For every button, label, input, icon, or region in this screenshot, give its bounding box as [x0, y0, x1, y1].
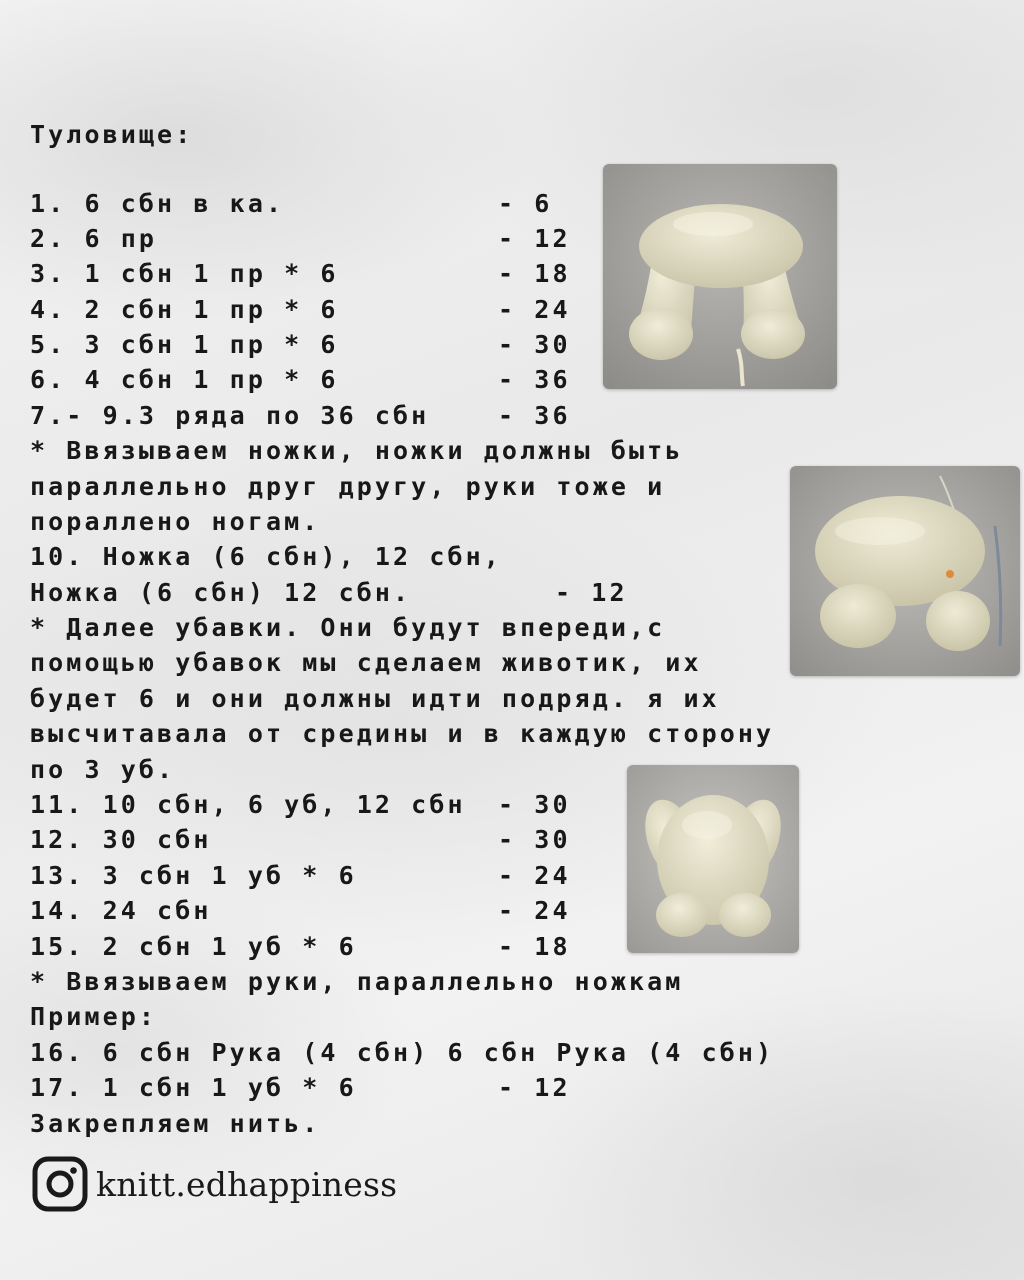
note-decrease-line-2: помощью убавок мы сделаем животик, их	[30, 648, 702, 677]
row-5-text: 5. 3 сбн 1 пр * 6	[30, 330, 339, 359]
row-11-count: - 30	[498, 790, 571, 819]
row-4-count: - 24	[498, 295, 571, 324]
row-10-count: - 12	[555, 578, 628, 607]
row-2-text: 2. 6 пр	[30, 224, 158, 253]
row-13-count: - 24	[498, 861, 571, 890]
row-14-count: - 24	[498, 896, 571, 925]
progress-photo-3	[627, 765, 799, 953]
row-10-line-2: Ножка (6 сбн) 12 сбн.	[30, 578, 412, 607]
note-decrease-line-1: * Далее убавки. Они будут впереди,с	[30, 613, 666, 642]
row-12-count: - 30	[498, 825, 571, 854]
instagram-credit	[32, 1156, 397, 1212]
example-label: Пример:	[30, 1002, 158, 1031]
row-13-text: 13. 3 сбн 1 уб * 6	[30, 861, 357, 890]
row-7-count: - 36	[498, 401, 571, 430]
row-6-text: 6. 4 сбн 1 пр * 6	[30, 365, 339, 394]
note-legs-line-2: параллельно друг другу, руки тоже и	[30, 472, 666, 501]
row-2-count: - 12	[498, 224, 571, 253]
row-5-count: - 30	[498, 330, 571, 359]
instagram-handle[interactable]: knitt.edhappiness	[96, 1164, 398, 1204]
row-14-text: 14. 24 сбн	[30, 896, 212, 925]
progress-photo-2	[790, 466, 1020, 676]
note-decrease-line-5: по 3 уб.	[30, 755, 176, 784]
row-7-text: 7.- 9.3 ряда по 36 сбн	[30, 401, 430, 430]
note-arms: * Ввязываем руки, параллельно ножкам	[30, 967, 684, 996]
row-1-text: 1. 6 сбн в ка.	[30, 189, 285, 218]
section-title: Туловище:	[30, 120, 194, 149]
row-4-text: 4. 2 сбн 1 пр * 6	[30, 295, 339, 324]
row-1-count: - 6	[498, 189, 553, 218]
row-15-text: 15. 2 сбн 1 уб * 6	[30, 932, 357, 961]
row-15-count: - 18	[498, 932, 571, 961]
row-6-count: - 36	[498, 365, 571, 394]
note-decrease-line-4: высчитавала от средины и в каждую сторону	[30, 719, 775, 748]
row-3-count: - 18	[498, 259, 571, 288]
note-legs-line-3: пораллено ногам.	[30, 507, 321, 536]
row-17-text: 17. 1 сбн 1 уб * 6	[30, 1073, 357, 1102]
note-legs-line-1: * Ввязываем ножки, ножки должны быть	[30, 436, 684, 465]
crochet-body-legs-image	[603, 164, 837, 389]
row-3-text: 3. 1 сбн 1 пр * 6	[30, 259, 339, 288]
row-17-count: - 12	[498, 1073, 571, 1102]
row-11-text: 11. 10 сбн, 6 уб, 12 сбн	[30, 790, 466, 819]
row-10-line-1: 10. Ножка (6 сбн), 12 сбн,	[30, 542, 502, 571]
progress-photo-1	[603, 164, 837, 389]
instagram-icon	[32, 1156, 88, 1212]
finish-text: Закрепляем нить.	[30, 1109, 321, 1138]
crochet-body-side-image	[790, 466, 1020, 676]
crochet-body-arms-image	[627, 765, 799, 953]
row-16-text: 16. 6 сбн Рука (4 сбн) 6 сбн Рука (4 сбн)	[30, 1038, 775, 1067]
row-12-text: 12. 30 сбн	[30, 825, 212, 854]
note-decrease-line-3: будет 6 и они должны идти подряд. я их	[30, 684, 720, 713]
